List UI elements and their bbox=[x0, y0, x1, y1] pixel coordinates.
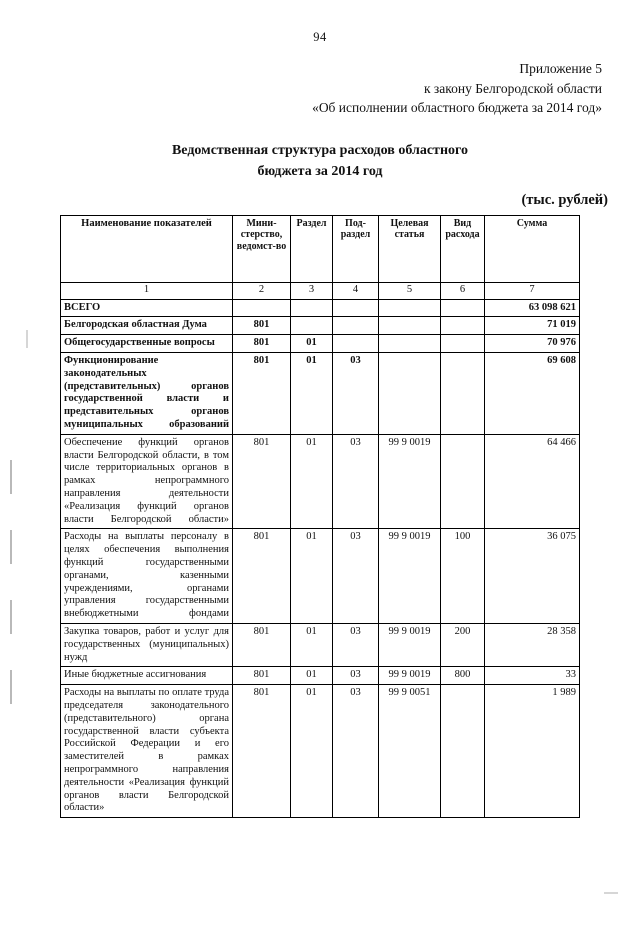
column-number: 6 bbox=[441, 282, 485, 299]
row-target-code: 99 9 0051 bbox=[379, 685, 441, 818]
row-kind-code bbox=[441, 317, 485, 335]
row-ministry-code: 801 bbox=[233, 685, 291, 818]
page-title-line-2: бюджета за 2014 год bbox=[257, 163, 383, 179]
table-header-row bbox=[61, 215, 580, 282]
row-sum-value: 33 bbox=[485, 667, 580, 685]
column-header-subsection: Под-раздел bbox=[333, 215, 379, 282]
row-kind-code bbox=[441, 685, 485, 818]
page-number: 94 bbox=[313, 30, 327, 44]
document-header bbox=[0, 59, 640, 118]
row-subsection-code: 03 bbox=[333, 353, 379, 435]
column-header-ministry: Мини-стерство, ведомст-во bbox=[233, 215, 291, 282]
row-subsection-code: 03 bbox=[333, 667, 379, 685]
header-line-law: к закону Белгородской области bbox=[424, 80, 602, 96]
budget-table bbox=[60, 215, 580, 818]
row-section-code: 01 bbox=[291, 667, 333, 685]
table-row bbox=[61, 335, 580, 353]
row-ministry-code bbox=[233, 299, 291, 317]
column-header-kind: Вид расхода bbox=[441, 215, 485, 282]
document-page bbox=[0, 30, 640, 935]
row-indicator-name: Белгородская областная Дума bbox=[61, 317, 233, 335]
column-number: 4 bbox=[333, 282, 379, 299]
row-ministry-code: 801 bbox=[233, 335, 291, 353]
table-row bbox=[61, 624, 580, 667]
row-section-code: 01 bbox=[291, 335, 333, 353]
row-section-code bbox=[291, 317, 333, 335]
row-indicator-name: Закупка товаров, работ и услуг для государственных (муниципальных) нужд bbox=[61, 624, 233, 667]
row-target-code bbox=[379, 353, 441, 435]
column-header-target: Целевая статья bbox=[379, 215, 441, 282]
row-ministry-code: 801 bbox=[233, 667, 291, 685]
row-subsection-code bbox=[333, 317, 379, 335]
row-kind-code bbox=[441, 434, 485, 529]
row-indicator-name: Иные бюджетные ассигнования bbox=[61, 667, 233, 685]
column-number: 5 bbox=[379, 282, 441, 299]
table-row bbox=[61, 685, 580, 818]
row-target-code bbox=[379, 335, 441, 353]
table-row bbox=[61, 667, 580, 685]
row-kind-code: 100 bbox=[441, 529, 485, 624]
row-ministry-code: 801 bbox=[233, 434, 291, 529]
row-sum-value: 36 075 bbox=[485, 529, 580, 624]
row-sum-value: 69 608 bbox=[485, 353, 580, 435]
row-subsection-code: 03 bbox=[333, 624, 379, 667]
row-sum-value: 70 976 bbox=[485, 335, 580, 353]
scan-speck bbox=[604, 892, 618, 894]
row-subsection-code: 03 bbox=[333, 434, 379, 529]
column-number: 2 bbox=[233, 282, 291, 299]
row-target-code: 99 9 0019 bbox=[379, 529, 441, 624]
row-kind-code bbox=[441, 335, 485, 353]
row-target-code bbox=[379, 317, 441, 335]
row-ministry-code: 801 bbox=[233, 624, 291, 667]
table-body bbox=[61, 299, 580, 817]
row-indicator-name: Расходы на выплаты по оплате труда председателя законодательного (представительного) органа государственной власти субъекта Российской Федерации и его заместителей в рамках непрограммного направления деятельности «Реализация функций органов власти Белгородской области» bbox=[61, 685, 233, 818]
row-sum-value: 63 098 621 bbox=[485, 299, 580, 317]
column-number: 3 bbox=[291, 282, 333, 299]
column-header-sum: Сумма bbox=[485, 215, 580, 282]
column-number: 7 bbox=[485, 282, 580, 299]
table-row bbox=[61, 299, 580, 317]
row-indicator-name: Общегосударственные вопросы bbox=[61, 335, 233, 353]
row-sum-value: 71 019 bbox=[485, 317, 580, 335]
row-indicator-name: Функционирование законодательных (представительных) органов государственной власти и представительных органов муниципальных образований bbox=[61, 353, 233, 435]
row-target-code: 99 9 0019 bbox=[379, 434, 441, 529]
row-indicator-name: ВСЕГО bbox=[61, 299, 233, 317]
table-row bbox=[61, 529, 580, 624]
row-sum-value: 64 466 bbox=[485, 434, 580, 529]
row-section-code: 01 bbox=[291, 685, 333, 818]
table-column-number-row bbox=[61, 282, 580, 299]
row-subsection-code: 03 bbox=[333, 685, 379, 818]
row-section-code: 01 bbox=[291, 529, 333, 624]
row-subsection-code: 03 bbox=[333, 529, 379, 624]
page-title-line-1: Ведомственная структура расходов областного bbox=[171, 142, 469, 158]
row-kind-code bbox=[441, 299, 485, 317]
table-row bbox=[61, 317, 580, 335]
row-target-code: 99 9 0019 bbox=[379, 667, 441, 685]
row-ministry-code: 801 bbox=[233, 317, 291, 335]
header-line-law-title: «Об исполнении областного бюджета за 2014 год» bbox=[312, 100, 602, 116]
row-subsection-code bbox=[333, 299, 379, 317]
row-section-code: 01 bbox=[291, 353, 333, 435]
scan-edge-marks bbox=[10, 460, 13, 740]
row-subsection-code bbox=[333, 335, 379, 353]
column-header-name: Наименование показателей bbox=[61, 215, 233, 282]
page-title bbox=[0, 140, 640, 182]
row-indicator-name: Расходы на выплаты персоналу в целях обеспечения выполнения функций государственными органами, казенными учреждениями, органами управления государственными внебюджетными фондами bbox=[61, 529, 233, 624]
scan-speck bbox=[26, 330, 28, 348]
row-section-code: 01 bbox=[291, 434, 333, 529]
column-header-section: Раздел bbox=[291, 215, 333, 282]
row-indicator-name: Обеспечение функций органов власти Белгородской области, в том числе территориальных органов в рамках непрограммного направления деятельности «Реализация функций органов власти Белгородской области» bbox=[61, 434, 233, 529]
row-kind-code: 800 bbox=[441, 667, 485, 685]
row-sum-value: 1 989 bbox=[485, 685, 580, 818]
row-sum-value: 28 358 bbox=[485, 624, 580, 667]
row-ministry-code: 801 bbox=[233, 353, 291, 435]
header-line-appendix: Приложение 5 bbox=[519, 61, 602, 76]
row-kind-code bbox=[441, 353, 485, 435]
row-target-code bbox=[379, 299, 441, 317]
table-row bbox=[61, 353, 580, 435]
column-number: 1 bbox=[61, 282, 233, 299]
units-label: (тыс. рублей) bbox=[521, 191, 608, 208]
row-section-code: 01 bbox=[291, 624, 333, 667]
row-ministry-code: 801 bbox=[233, 529, 291, 624]
table-row bbox=[61, 434, 580, 529]
row-kind-code: 200 bbox=[441, 624, 485, 667]
row-section-code bbox=[291, 299, 333, 317]
row-target-code: 99 9 0019 bbox=[379, 624, 441, 667]
